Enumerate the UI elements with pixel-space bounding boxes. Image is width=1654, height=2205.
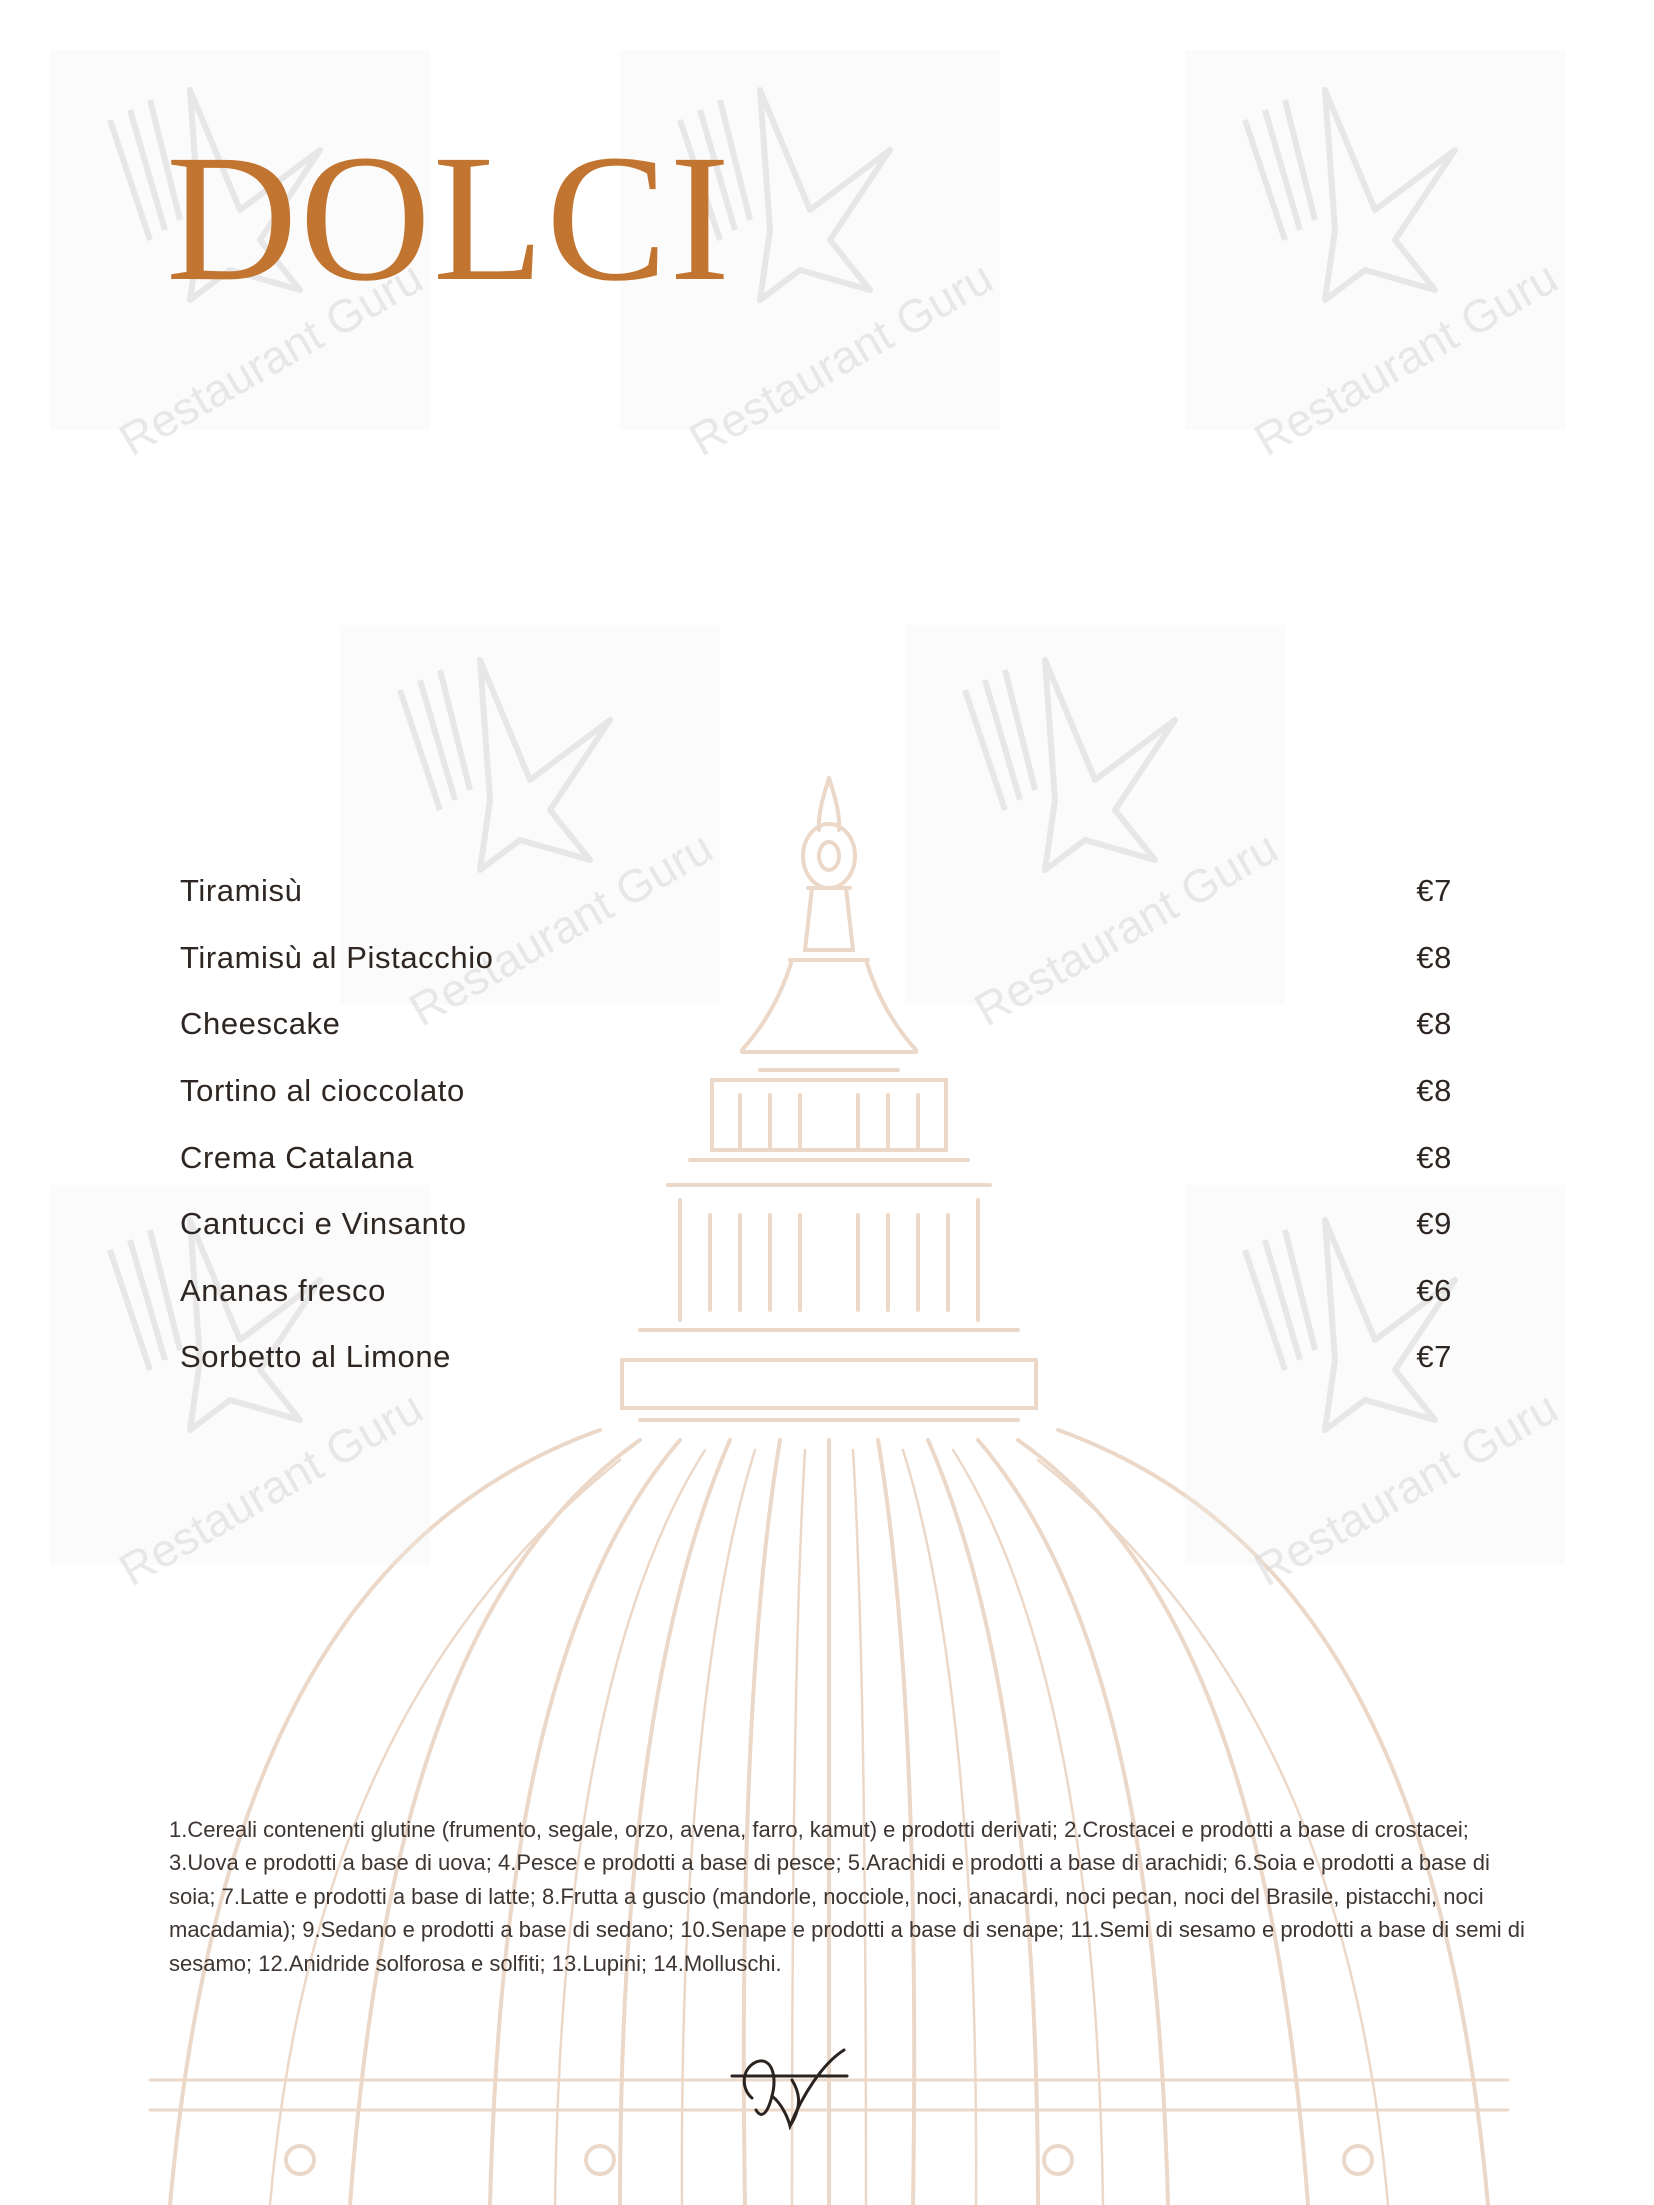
menu-item-price: €9: [1416, 1206, 1452, 1242]
watermark-text: Restaurant Guru: [965, 820, 1287, 1036]
watermark-text: Restaurant Guru: [110, 250, 432, 466]
menu-item-price: €8: [1416, 1073, 1452, 1109]
menu-item-name: Crema Catalana: [180, 1139, 415, 1175]
menu-item-price: €7: [1416, 873, 1452, 909]
menu-item-price: €7: [1416, 1339, 1452, 1375]
menu-item-name: Cantucci e Vinsanto: [180, 1206, 467, 1242]
menu-item: [180, 1324, 1452, 1391]
menu-item-price: €6: [1416, 1272, 1452, 1308]
menu-item: [180, 1258, 1452, 1325]
watermark-text: Restaurant Guru: [680, 250, 1002, 466]
allergen-notice: 1.Cereali contenenti glutine (frumento, segale, orzo, avena, farro, kamut) e prodotti derivati; 2.Crostacei e prodotti a base di crostacei; 3.Uova e prodotti a base di uova; 4.Pesce e prodotti a base di pesce; 5.Arachidi e prodotti a base di arachidi; 6.Soia e prodotti a base di soia; 7.Latte e prodotti a base di latte; 8.Frutta a guscio (mandorle, nocciole, noci, anacardi, noci pecan, noci del Brasile, pistacchi, noci macadamia); 9.Sedano e prodotti a base di sedano; 10.Senape e prodotti a base di senape; 11.Semi di sesamo e prodotti a base di semi di sesamo; 12.Anidride solforosa e solfiti; 13.Lupini; 14.Molluschi.: [169, 1817, 1525, 1976]
monogram-icon: [722, 2040, 858, 2130]
watermark-text: Restaurant Guru: [400, 820, 722, 1036]
menu-item-name: Ananas fresco: [180, 1272, 386, 1308]
watermark-text: Restaurant Guru: [1245, 250, 1567, 466]
menu-item: [180, 1191, 1452, 1258]
fork-star-icon: [1245, 90, 1455, 300]
menu-item-price: €8: [1416, 1006, 1452, 1042]
menu-item-price: €8: [1416, 1139, 1452, 1175]
menu-item: [180, 858, 1452, 925]
menu-item: [180, 991, 1452, 1058]
fork-star-icon: [400, 660, 610, 870]
menu-item-price: €8: [1416, 939, 1452, 975]
watermark-text: Restaurant Guru: [110, 1380, 432, 1596]
page-title: DOLCI: [166, 118, 733, 319]
menu-item-name: Tiramisù al Pistacchio: [180, 939, 494, 975]
fork-star-icon: [965, 660, 1175, 870]
menu-item-name: Tiramisù: [180, 873, 303, 909]
menu-item: [180, 925, 1452, 992]
menu-item-name: Tortino al cioccolato: [180, 1073, 465, 1109]
dessert-menu-list: [180, 858, 1452, 1391]
menu-item-name: Sorbetto al Limone: [180, 1339, 452, 1375]
menu-item: [180, 1058, 1452, 1125]
menu-item: [180, 1124, 1452, 1191]
watermark-text: Restaurant Guru: [1245, 1380, 1567, 1596]
menu-item-name: Cheescake: [180, 1006, 341, 1042]
